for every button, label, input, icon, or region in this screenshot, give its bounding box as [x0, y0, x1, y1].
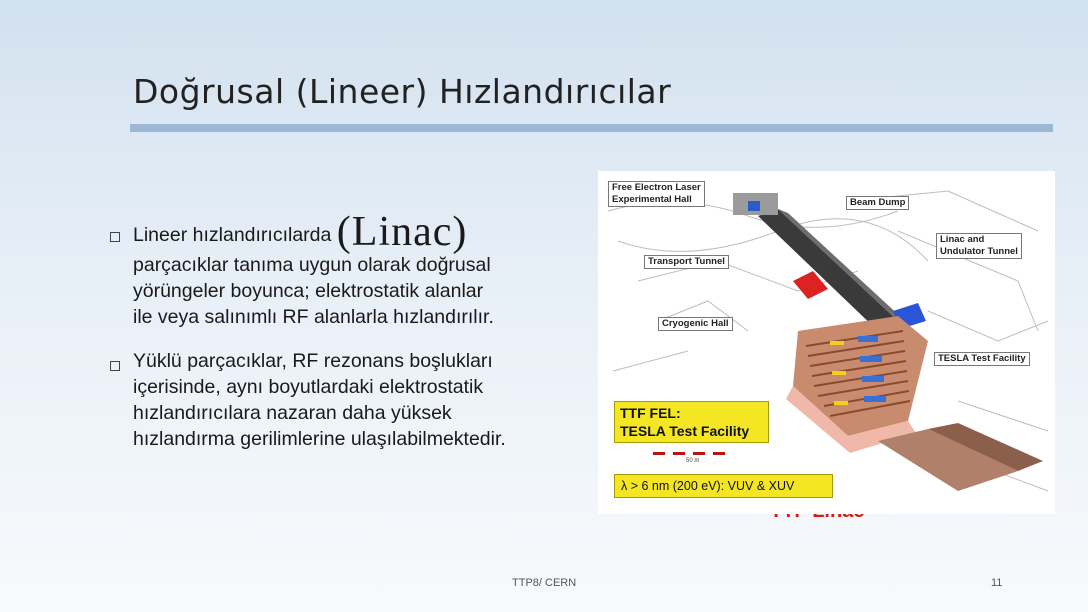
- page-number: 11: [991, 577, 1003, 589]
- bullet-2-line: hızlandırma gerilimlerine ulaşılabilmektedir.: [133, 428, 506, 450]
- title-rule: [130, 124, 1053, 132]
- bullet-1-line: ile veya salınımlı RF alanlarla hızlandırılır.: [133, 306, 494, 328]
- bullet-marker: [110, 361, 120, 371]
- bullet-2-line: içerisinde, aynı boyutlardaki elektrostatik: [133, 376, 484, 398]
- slide-title: Doğrusal (Lineer) Hızlandırıcılar: [133, 72, 672, 111]
- ttf-facility-figure: [598, 171, 1055, 514]
- label-cryogenic-hall: Cryogenic Hall: [658, 317, 733, 331]
- scale-label: 50 m: [686, 458, 700, 464]
- label-tesla-facility: TESLA Test Facility: [934, 352, 1030, 366]
- bullet-marker: [110, 232, 120, 242]
- scale-bar: [653, 452, 725, 455]
- wavelength-box: λ > 6 nm (200 eV): VUV & XUV: [614, 474, 833, 498]
- bullet-2-line: Yüklü parçacıklar, RF rezonans boşlukları: [133, 350, 493, 372]
- bullet-2-line: hızlandırıcılara nazaran daha yüksek: [133, 402, 452, 424]
- facility-illustration: [598, 171, 1055, 514]
- bullet-1-line: parçacıklar tanıma uygun olarak doğrusal: [133, 254, 491, 276]
- label-transport-tunnel: Transport Tunnel: [644, 255, 729, 269]
- bullet-1-first-line: [133, 208, 603, 255]
- label-beam-dump: Beam Dump: [846, 196, 909, 210]
- label-linac-tunnel: Linac and Undulator Tunnel: [936, 233, 1022, 259]
- bullet-1: [133, 208, 603, 330]
- ttf-fel-box: TTF FEL: TESLA Test Facility: [614, 401, 769, 443]
- footer-source: TTP8/ CERN: [512, 577, 577, 589]
- bullet-1-lead: Lineer hızlandırıcılarda: [133, 224, 332, 246]
- label-fel-hall: Free Electron Laser Experimental Hall: [608, 181, 705, 207]
- bullet-1-line: yörüngeler boyunca; elektrostatik alanlar: [133, 280, 484, 302]
- bullet-2: [133, 348, 603, 452]
- linac-emphasis: (Linac): [336, 209, 468, 255]
